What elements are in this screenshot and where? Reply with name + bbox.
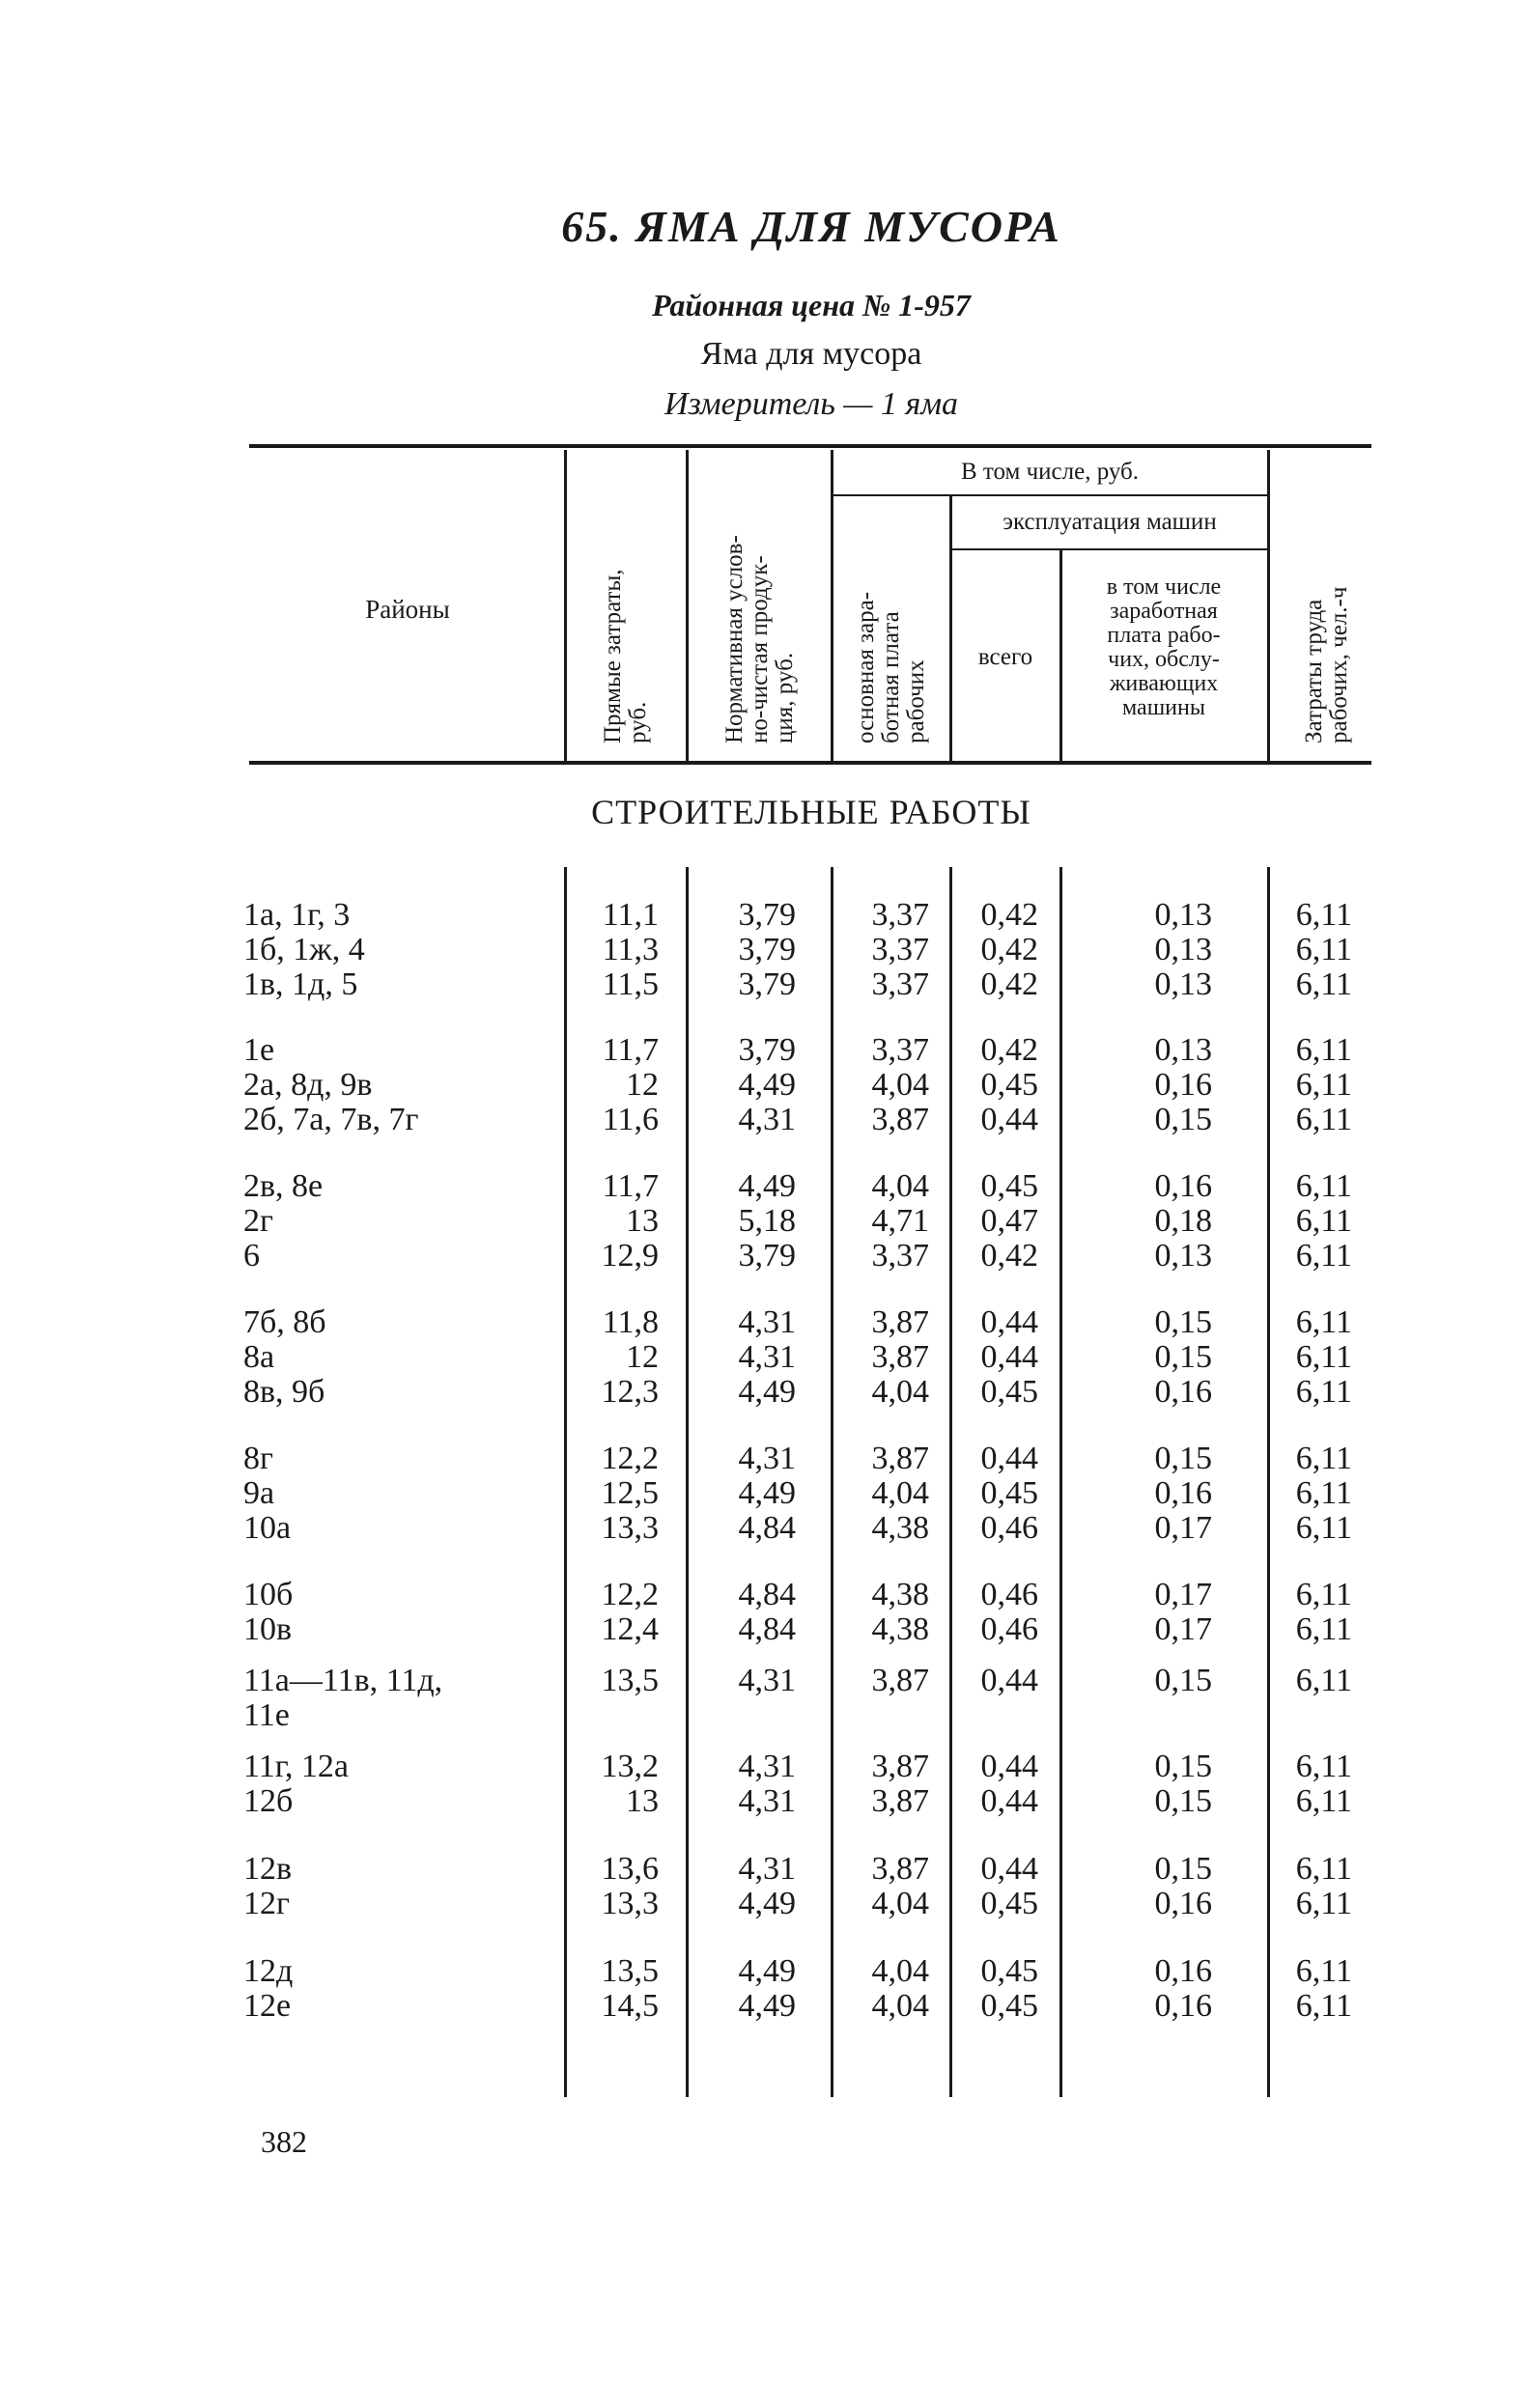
cell-direct: 11,7 13 12,9 (601, 1168, 659, 1274)
cell-labor: 6,11 6,11 (1295, 1577, 1352, 1647)
cell-norm: 4,31 4,49 4,84 (738, 1441, 796, 1546)
measure-line: Измеритель — 1 яма (664, 386, 959, 422)
cell-incl: 0,15 0,15 (1154, 1749, 1212, 1819)
cell-total: 0,44 0,44 0,45 (980, 1304, 1038, 1410)
cell-labor: 6,11 6,11 6,11 (1295, 897, 1352, 1002)
section-title: СТРОИТЕЛЬНЫЕ РАБОТЫ (591, 793, 1031, 831)
machine-subheader-rule (951, 548, 1267, 550)
cell-wage: 4,04 4,04 (871, 1953, 929, 2024)
header-direct-costs: Прямые затраты, руб. (600, 569, 651, 743)
table-top-rule (249, 444, 1371, 448)
header-incl-wage: в том числе заработная плата рабо- чих, обслу- живающих машины (1106, 574, 1222, 720)
body-divider-1 (564, 867, 567, 2097)
cell-incl: 0,15 0,15 0,16 (1154, 1304, 1212, 1410)
cell-labor: 6,11 (1295, 1663, 1352, 1698)
cell-total: 0,44 0,45 (980, 1851, 1038, 1921)
cell-labor: 6,11 6,11 (1295, 1749, 1352, 1819)
header-divider-6 (1267, 450, 1270, 761)
cell-incl: 0,13 0,16 0,15 (1154, 1032, 1212, 1137)
body-divider-4 (949, 867, 952, 2097)
cell-incl: 0,15 0,16 0,17 (1154, 1441, 1212, 1546)
cell-wage: 3,87 4,04 4,38 (871, 1441, 929, 1546)
cell-direct: 13,2 13 (601, 1749, 659, 1819)
cell-norm: 4,49 5,18 3,79 (738, 1168, 796, 1274)
header-labor: Затраты труда рабочих, чел.-ч (1301, 586, 1352, 743)
body-divider-6 (1267, 867, 1270, 2097)
cell-regions: 12в 12г (243, 1851, 293, 1921)
cell-total: 0,45 0,45 (980, 1953, 1038, 2024)
cell-incl: 0,16 0,18 0,13 (1154, 1168, 1212, 1274)
header-base-wage: основная зара- ботная плата рабочих (853, 591, 929, 743)
cell-regions: 11а—11в, 11д, 11е (243, 1663, 443, 1733)
cell-wage: 3,87 4,04 (871, 1851, 929, 1921)
header-divider-2 (686, 450, 689, 761)
cell-labor: 6,11 6,11 6,11 (1295, 1441, 1352, 1546)
cell-incl: 0,16 0,16 (1154, 1953, 1212, 2024)
header-regions: Районы (365, 595, 450, 624)
cell-regions: 10б 10в (243, 1577, 294, 1647)
cell-norm: 4,31 4,31 (738, 1749, 796, 1819)
cell-direct: 11,8 12 12,3 (601, 1304, 659, 1410)
cell-wage: 3,37 3,37 3,37 (871, 897, 929, 1002)
cell-wage: 4,38 4,38 (871, 1577, 929, 1647)
cell-labor: 6,11 6,11 6,11 (1295, 1304, 1352, 1410)
cell-direct: 12,2 12,5 13,3 (601, 1441, 659, 1546)
item-name: Яма для мусора (700, 336, 922, 372)
cell-norm: 4,49 4,49 (738, 1953, 796, 2024)
cell-incl: 0,13 0,13 0,13 (1154, 897, 1212, 1002)
cell-norm: 4,31 4,49 (738, 1851, 796, 1921)
cell-labor: 6,11 6,11 (1295, 1953, 1352, 2024)
cell-direct: 11,1 11,3 11,5 (602, 897, 659, 1002)
cell-incl: 0,15 (1154, 1663, 1212, 1698)
page-title: 65. ЯМА ДЛЯ МУСОРА (561, 202, 1061, 251)
table-header-bottom-rule (249, 761, 1371, 765)
cell-wage: 3,87 3,87 (871, 1749, 929, 1819)
cell-regions: 7б, 8б 8а 8в, 9б (243, 1304, 326, 1410)
cell-incl: 0,15 0,16 (1154, 1851, 1212, 1921)
cell-direct: 13,5 14,5 (601, 1953, 659, 2024)
cell-wage: 3,87 (871, 1663, 929, 1698)
page-number: 382 (261, 2124, 307, 2159)
cell-direct: 13,6 13,3 (601, 1851, 659, 1921)
header-divider-5 (1059, 550, 1062, 761)
price-line: Районная цена № 1-957 (652, 288, 971, 322)
cell-regions: 12д 12е (243, 1953, 294, 2024)
cell-regions: 2в, 8е 2г 6 (243, 1168, 324, 1274)
cell-regions: 1е 2а, 8д, 9в 2б, 7а, 7в, 7г (243, 1032, 419, 1137)
cell-labor: 6,11 6,11 (1295, 1851, 1352, 1921)
cell-direct: 12,2 12,4 (601, 1577, 659, 1647)
cell-total: 0,46 0,46 (980, 1577, 1038, 1647)
cell-regions: 8г 9а 10а (243, 1441, 292, 1546)
cell-total: 0,44 0,44 (980, 1749, 1038, 1819)
cell-direct: 11,7 12 11,6 (602, 1032, 659, 1137)
header-machine-ops: эксплуатация машин (1003, 509, 1217, 535)
cell-wage: 4,04 4,71 3,37 (871, 1168, 929, 1274)
cell-norm: 3,79 4,49 4,31 (738, 1032, 796, 1137)
cell-regions: 1а, 1г, 3 1б, 1ж, 4 1в, 1д, 5 (243, 897, 365, 1002)
cell-wage: 3,37 4,04 3,87 (871, 1032, 929, 1137)
cell-total: 0,45 0,47 0,42 (980, 1168, 1038, 1274)
header-incl-total: В том числе, руб. (960, 459, 1140, 485)
cell-labor: 6,11 6,11 6,11 (1295, 1032, 1352, 1137)
cell-direct: 13,5 (601, 1663, 659, 1698)
body-divider-3 (831, 867, 833, 2097)
body-divider-2 (686, 867, 689, 2097)
cell-norm: 4,31 4,31 4,49 (738, 1304, 796, 1410)
header-machines-total: всего (977, 644, 1033, 670)
cell-norm: 3,79 3,79 3,79 (738, 897, 796, 1002)
header-divider-1 (564, 450, 567, 761)
cell-total: 0,44 (980, 1663, 1038, 1698)
header-divider-3 (831, 450, 833, 761)
incl-subheader-rule (833, 494, 1267, 496)
cell-incl: 0,17 0,17 (1154, 1577, 1212, 1647)
header-divider-4 (949, 496, 952, 761)
header-normative: Нормативная услов- но-чистая продук- ция, руб. (721, 535, 798, 743)
cell-total: 0,42 0,42 0,42 (980, 897, 1038, 1002)
body-divider-5 (1059, 867, 1062, 2097)
cell-regions: 11г, 12а 12б (243, 1749, 349, 1819)
cell-total: 0,44 0,45 0,46 (980, 1441, 1038, 1546)
cell-norm: 4,31 (738, 1663, 796, 1698)
cell-total: 0,42 0,45 0,44 (980, 1032, 1038, 1137)
cell-labor: 6,11 6,11 6,11 (1295, 1168, 1352, 1274)
cell-norm: 4,84 4,84 (738, 1577, 796, 1647)
cell-wage: 3,87 3,87 4,04 (871, 1304, 929, 1410)
